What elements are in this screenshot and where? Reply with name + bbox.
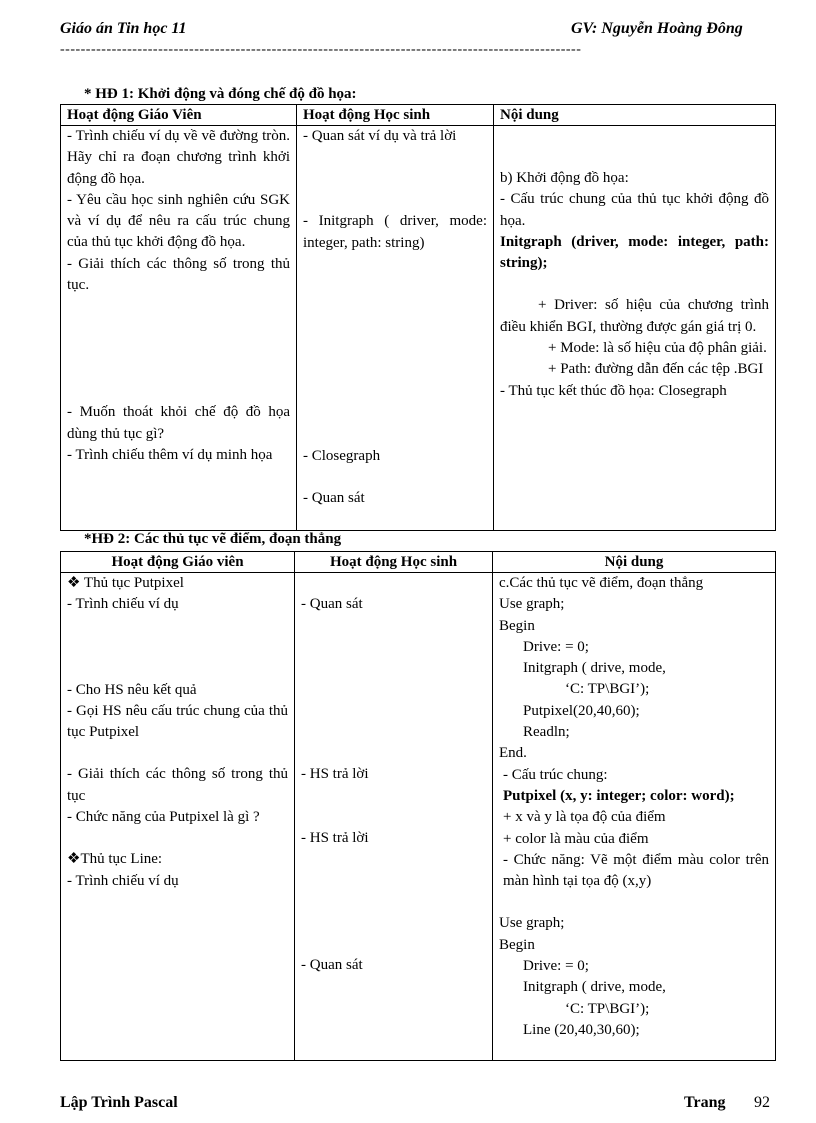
section1-table bbox=[60, 104, 776, 531]
s2-code-line: End. bbox=[499, 745, 527, 762]
s2-content-line: - Cấu trúc chung: bbox=[503, 766, 608, 783]
s1-student-item: - Quan sát ví dụ và trả lời bbox=[303, 128, 457, 144]
s2-teacher-item: - Trình chiếu ví dụ bbox=[67, 872, 179, 889]
header-divider: ----------------------------------------------------------------------------------------------------- bbox=[60, 42, 582, 57]
s2-content-line: - Chức năng: Vẽ một điểm màu color trên màn hình tại tọa độ (x,y) bbox=[503, 851, 769, 890]
footer-page-label: Trang bbox=[684, 1094, 726, 1111]
section2-title: *HĐ 2: Các thủ tục vẽ điểm, đoạn thẳng bbox=[84, 531, 342, 547]
s1-content-item: - Cấu trúc chung của thủ tục khởi động đồ họa. bbox=[500, 191, 769, 229]
s1-content-item: + Path: đường dẫn đến các tệp .BGI bbox=[548, 361, 764, 378]
section1-title: * HĐ 1: Khởi động và đóng chế độ đồ họa: bbox=[84, 86, 357, 102]
footer-left: Lập Trình Pascal bbox=[60, 1094, 178, 1111]
s2-teacher-item: - Trình chiếu ví dụ bbox=[67, 596, 179, 613]
s2-teacher-item: - Cho HS nêu kết quả bbox=[67, 681, 197, 698]
s2-content-syntax: Putpixel (x, y: integer; color: word); bbox=[503, 787, 735, 804]
s2-code-line: ‘C: TP\BGI’); bbox=[565, 1000, 650, 1017]
section2-header-content: Nội dung bbox=[493, 552, 776, 573]
s1-content-item: b) Khởi động đồ họa: bbox=[500, 170, 629, 186]
s2-code-line: Initgraph ( drive, mode, bbox=[523, 979, 666, 996]
s1-student-item: - Closegraph bbox=[303, 447, 381, 464]
s2-teacher-item: - Chức năng của Putpixel là gì ? bbox=[67, 809, 260, 826]
s2-code-line: Begin bbox=[499, 936, 535, 953]
s1-teacher-item: - Muốn thoát khỏi chế độ đồ họa dùng thủ tục gì? bbox=[67, 404, 290, 442]
s1-teacher-item: - Trình chiếu thêm ví dụ minh họa bbox=[67, 446, 273, 463]
s1-student-item: - Quan sát bbox=[303, 490, 365, 507]
s1-teacher-item: - Yêu cầu học sinh nghiên cứu SGK và ví dụ để nêu ra cấu trúc chung của thủ tục khởi động đồ họa. bbox=[67, 191, 290, 251]
s2-student-item: - Quan sát bbox=[301, 596, 363, 612]
s2-code-line: Begin bbox=[499, 617, 535, 634]
s2-teacher-item: ❖Thủ tục Line: bbox=[67, 851, 163, 868]
s1-content-item: + Driver: số hiệu của chương trình điều khiển BGI, thường được gán giá trị 0. bbox=[500, 297, 769, 335]
s2-code-line: Drive: = 0; bbox=[523, 638, 589, 655]
s2-code-line: Use graph; bbox=[499, 915, 565, 932]
s1-teacher-item: - Giải thích các thông số trong thủ tục. bbox=[67, 255, 290, 294]
s2-code-line: Readln; bbox=[523, 724, 570, 741]
s2-code-line: Use graph; bbox=[499, 596, 565, 613]
section2-body-row bbox=[61, 573, 776, 1061]
section2-header-student: Hoạt động Học sinh bbox=[295, 552, 493, 573]
section1-header-student: Hoạt động Học sinh bbox=[297, 105, 494, 126]
s2-content-line: c.Các thủ tục vẽ điểm, đoạn thẳng bbox=[499, 575, 704, 591]
section2-teacher-cell bbox=[61, 573, 295, 1061]
s1-content-item: - Thủ tục kết thúc đồ họa: Closegraph bbox=[500, 382, 727, 399]
s2-teacher-item: - Gọi HS nêu cấu trúc chung của thủ tục Putpixel bbox=[67, 702, 288, 741]
s1-teacher-item: - Trình chiếu ví dụ về vẽ đường tròn. Hãy chỉ ra đoạn chương trình khởi động đồ họa. bbox=[67, 128, 290, 187]
s2-student-item: - HS trả lời bbox=[301, 829, 369, 846]
section1-teacher-cell bbox=[61, 126, 297, 531]
s2-teacher-item: ❖ Thủ tục Putpixel bbox=[67, 575, 184, 591]
s2-code-line: Initgraph ( drive, mode, bbox=[523, 660, 666, 677]
section2-header-row bbox=[61, 552, 776, 573]
section2-content-cell bbox=[493, 573, 776, 1061]
s2-student-item: - Quan sát bbox=[301, 956, 363, 973]
s1-student-item: - Initgraph ( driver, mode: integer, path: string) bbox=[303, 213, 487, 251]
s2-code-line: Putpixel(20,40,60); bbox=[523, 702, 640, 719]
footer-page-number: 92 bbox=[754, 1094, 770, 1111]
s2-teacher-item: - Giải thích các thông số trong thủ tục bbox=[67, 766, 288, 804]
s2-code-line: Drive: = 0; bbox=[523, 958, 589, 975]
s1-content-syntax: Initgraph (driver, mode: integer, path: string); bbox=[500, 233, 769, 272]
section1-header-teacher: Hoạt động Giáo Viên bbox=[61, 105, 297, 126]
s2-code-line: Line (20,40,30,60); bbox=[523, 1021, 640, 1038]
section2-header-teacher: Hoạt động Giáo viên bbox=[61, 552, 295, 573]
s2-student-item: - HS trả lời bbox=[301, 766, 369, 783]
header-right: GV: Nguyễn Hoàng Đông bbox=[571, 20, 743, 37]
s1-content-item: + Mode: là số hiệu của độ phân giải. bbox=[548, 340, 767, 357]
header-left: Giáo án Tin học 11 bbox=[60, 20, 187, 37]
section1-header-row bbox=[61, 105, 776, 126]
section1-header-content: Nội dung bbox=[494, 105, 776, 126]
section2-table bbox=[60, 551, 776, 1061]
s2-content-line: + x và y là tọa độ của điểm bbox=[503, 809, 666, 826]
section1-content-cell bbox=[494, 126, 776, 531]
section1-student-cell bbox=[297, 126, 494, 531]
s2-code-line: ‘C: TP\BGI’); bbox=[565, 681, 650, 698]
section2-student-cell bbox=[295, 573, 493, 1061]
section1-body-row bbox=[61, 126, 776, 531]
s2-content-line: + color là màu của điểm bbox=[503, 830, 649, 847]
